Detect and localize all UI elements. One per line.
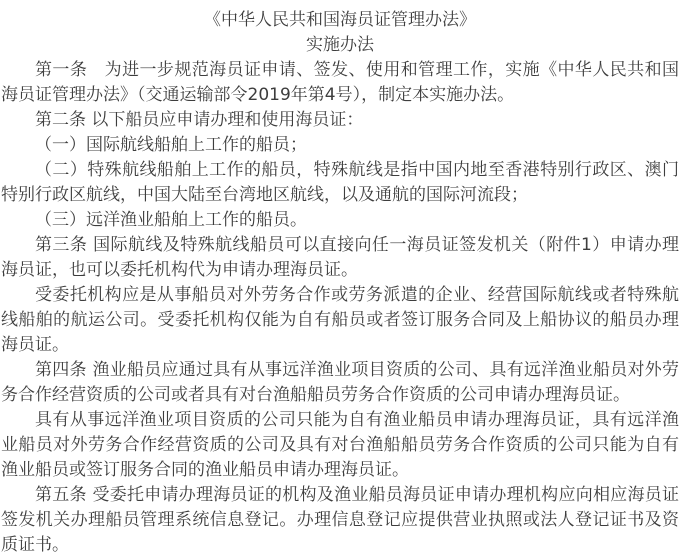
document-subtitle: 实施办法: [306, 35, 374, 55]
paragraph: （二）特殊航线船舶上工作的船员，特殊航线是指中国内地至香港特别行政区、澳门特别行政区航线，中国大陆至台湾地区航线，以及通航的国际河流段；: [1, 160, 679, 205]
paragraph: 受委托机构应是从事船员对外劳务合作或劳务派遣的企业、经营国际航线或者特殊航线船舶的航运公司。受委托机构仅能为自有船员或者签订服务合同及上船协议的船员办理海员证。: [1, 285, 679, 355]
paragraph: 具有从事远洋渔业项目资质的公司只能为自有渔业船员申请办理海员证，具有远洋渔业船员对外劳务合作经营资质的公司及具有对台渔船船员劳务合作资质的公司只能为自有渔业船员或签订服务合同的渔业船员申请办理海员证。: [1, 410, 679, 480]
paragraph: （三）远洋渔业船舶上工作的船员。: [35, 210, 307, 230]
paragraph: （一）国际航线船舶上工作的船员；: [35, 135, 307, 155]
paragraph: 第二条 以下船员应申请办理和使用海员证：: [35, 110, 364, 130]
paragraph: 第五条 受委托申请办理海员证的机构及渔业船员海员证申请办理机构应向相应海员证签发机关办理船员管理系统信息登记。办理信息登记应提供营业执照或法人登记证书及资质证书。: [1, 485, 679, 555]
paragraph: 第一条 为进一步规范海员证申请、签发、使用和管理工作，实施《中华人民共和国海员证管理办法》（交通运输部令2019年第4号），制定本实施办法。: [1, 60, 679, 105]
document-title: 《中华人民共和国海员证管理办法》: [204, 10, 476, 30]
document-body: [1, 58, 679, 558]
paragraph: 第四条 渔业船员应通过具有从事远洋渔业项目资质的公司、具有远洋渔业船员对外劳务合作经营资质的公司或者具有对台渔船船员劳务合作资质的公司申请办理海员证。: [1, 360, 679, 405]
paragraph: 第三条 国际航线及特殊航线船员可以直接向任一海员证签发机关（附件1）申请办理海员证，也可以委托机构代为申请办理海员证。: [1, 235, 679, 280]
